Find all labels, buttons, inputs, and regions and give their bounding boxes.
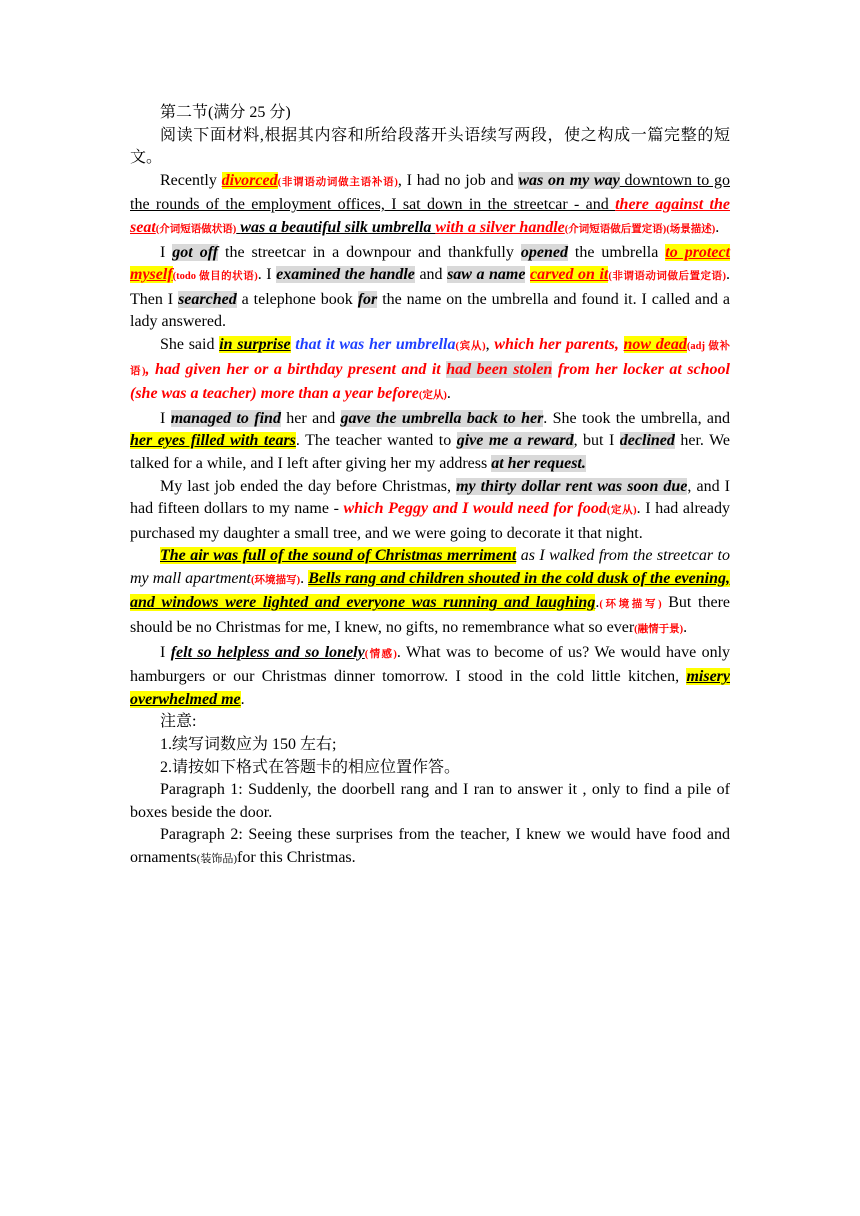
highlighted-phrase: misery overwhelmed me bbox=[130, 668, 730, 708]
highlighted-phrase: divorced bbox=[221, 171, 278, 189]
shaded-phrase: opened bbox=[520, 243, 568, 261]
grammar-note: (介词短语做状语) bbox=[155, 223, 237, 235]
grammar-note: (adj 做补语) bbox=[130, 340, 731, 377]
shaded-phrase: got off bbox=[172, 243, 219, 261]
grammar-note: (非谓语动词做后置定语) bbox=[608, 271, 727, 283]
text-run: . bbox=[446, 385, 451, 403]
text-run: My last job ended the day before Christmas, bbox=[160, 477, 457, 495]
text-run: her. We talked for a while, and I left after giving her my address bbox=[130, 432, 731, 472]
notes-title: 注意: bbox=[160, 713, 197, 731]
text-run: . bbox=[595, 594, 600, 612]
text-run: the name on the umbrella and found it. I called and a lady answered. bbox=[130, 290, 731, 331]
shaded-phrase: saw a name bbox=[447, 266, 526, 284]
grammar-note: (宾从) bbox=[455, 340, 486, 352]
emphasis-phrase: with a silver handle bbox=[435, 218, 565, 236]
shaded-phrase: gave the umbrella back to her bbox=[340, 409, 544, 427]
paragraph-5 bbox=[130, 476, 730, 546]
clause-phrase: which Peggy and I would need for food bbox=[343, 500, 607, 518]
paragraph-7 bbox=[130, 642, 730, 712]
paragraph-1 bbox=[130, 170, 730, 242]
paragraph-1-prompt: Paragraph 1: Suddenly, the doorbell rang and I ran to answer it , only to find a pile of boxes beside the door. bbox=[130, 781, 730, 821]
paragraph-3 bbox=[130, 334, 730, 408]
text-run: . bbox=[683, 619, 688, 637]
text-run: . I had already purchased my daughter a small tree, and we were going to decorate it that night. bbox=[130, 500, 730, 542]
paragraph-2-prompt bbox=[130, 824, 730, 870]
text-run: I bbox=[160, 243, 173, 261]
text-run: . I bbox=[257, 266, 277, 284]
clause-phrase: which her parents, bbox=[494, 335, 624, 353]
shaded-phrase: declined bbox=[619, 432, 675, 450]
shaded-phrase: for bbox=[357, 290, 378, 308]
highlighted-phrase: Bells rang and children shouted in the cold dusk of the evening, and windows were lighted and everyone was running and laughing bbox=[130, 569, 730, 612]
highlighted-phrase: to protect myself bbox=[130, 243, 731, 284]
note-item: 2.请按如下格式在答题卡的相应位置作答。 bbox=[160, 758, 461, 776]
text-run: as I walked from the streetcar to my mall apartment bbox=[130, 547, 730, 587]
highlighted-phrase: carved on it bbox=[529, 266, 609, 284]
text-run: . What was to become of us? We would have only hamburgers or our Christmas dinner tomorrow. I stood in the cold little kitchen, bbox=[130, 643, 731, 686]
shaded-phrase: my thirty dollar rent was soon due bbox=[456, 477, 688, 495]
grammar-note: (环境描写) bbox=[250, 574, 301, 586]
text-run: Paragraph 2: Seeing these surprises from the teacher, I knew we would have food and ornaments bbox=[130, 826, 730, 866]
shaded-phrase: managed to find bbox=[170, 409, 281, 427]
grammar-note: (定从) bbox=[418, 390, 447, 402]
text-run: downtown to go the rounds of the employment offices, I sat down in the streetcar - and bbox=[130, 171, 730, 214]
emphasis-phrase: felt so helpless and so lonely bbox=[170, 643, 365, 661]
shaded-phrase: was on my way bbox=[518, 171, 620, 189]
clause-phrase: , had given her or a birthday present and it bbox=[145, 360, 447, 378]
document-body bbox=[130, 102, 730, 871]
text-run: She said bbox=[160, 335, 220, 353]
grammar-note: (融情于景) bbox=[634, 624, 684, 636]
shaded-phrase: give me a reward bbox=[456, 432, 574, 450]
text-run: . Then I bbox=[130, 266, 731, 308]
text-run: I bbox=[160, 643, 171, 661]
text-run: her and bbox=[280, 409, 341, 427]
grammar-note: (介词短语做后置定语)(场景描述) bbox=[564, 223, 716, 235]
emphasis-phrase: there against the seat bbox=[130, 196, 731, 236]
grammar-note: (环境描写) bbox=[599, 599, 662, 611]
text-run: , I had no job and bbox=[397, 171, 519, 189]
text-run: . bbox=[300, 569, 309, 587]
shaded-phrase: at her request. bbox=[491, 454, 586, 472]
text-run: . She took the umbrella, and bbox=[543, 409, 731, 427]
section-title: 第二节(满分 25 分) bbox=[160, 104, 291, 121]
grammar-note: (todo 做目的状语) bbox=[172, 271, 258, 283]
text-run: , and I had fifteen dollars to my name - bbox=[130, 477, 730, 518]
highlighted-phrase: now dead bbox=[623, 335, 687, 353]
grammar-note: (情感) bbox=[364, 648, 397, 660]
text-run: the umbrella bbox=[567, 243, 666, 261]
text-run: and bbox=[414, 266, 448, 284]
text-run: I bbox=[160, 409, 171, 427]
text-run: Recently bbox=[160, 171, 222, 189]
text-run: But there should be no Christmas for me, I knew, no gifts, no remembrance what so ever bbox=[130, 594, 730, 637]
text-run: for this Christmas. bbox=[236, 849, 356, 866]
text-run: the streetcar in a downpour and thankfully bbox=[218, 243, 521, 261]
text-run: , but I bbox=[573, 432, 620, 450]
text-run: , bbox=[485, 335, 495, 353]
grammar-note: (非谓语动词做主语补语) bbox=[277, 176, 398, 188]
note-item: 1.续写词数应为 150 左右; bbox=[160, 736, 337, 754]
paragraph-4 bbox=[130, 408, 730, 476]
highlighted-phrase: in surprise bbox=[219, 335, 291, 353]
clause-phrase: from her locker at school (she was a teacher) more than a year before bbox=[130, 360, 731, 403]
grammar-note: (定从) bbox=[606, 505, 637, 517]
text-run: a telephone book bbox=[236, 290, 358, 308]
shaded-phrase: searched bbox=[178, 290, 237, 308]
gloss-note: (装饰品) bbox=[196, 853, 237, 865]
highlighted-phrase: her eyes filled with tears bbox=[130, 432, 296, 450]
instruction: 阅读下面材料,根据其内容和所给段落开头语续写两段，使之构成一篇完整的短文。 bbox=[130, 126, 730, 167]
text-run: . bbox=[240, 690, 245, 708]
text-run: . The teacher wanted to bbox=[295, 432, 457, 450]
emphasis-phrase: was a beautiful silk umbrella bbox=[240, 218, 436, 236]
clause-phrase: that it was her umbrella bbox=[295, 335, 456, 353]
highlighted-phrase: The air was full of the sound of Christmas merriment bbox=[160, 547, 517, 565]
shaded-phrase: examined the handle bbox=[276, 266, 415, 284]
text-run: . bbox=[715, 218, 720, 236]
paragraph-6 bbox=[130, 545, 730, 641]
shaded-phrase: had been stolen bbox=[446, 360, 553, 378]
paragraph-2 bbox=[130, 242, 730, 334]
